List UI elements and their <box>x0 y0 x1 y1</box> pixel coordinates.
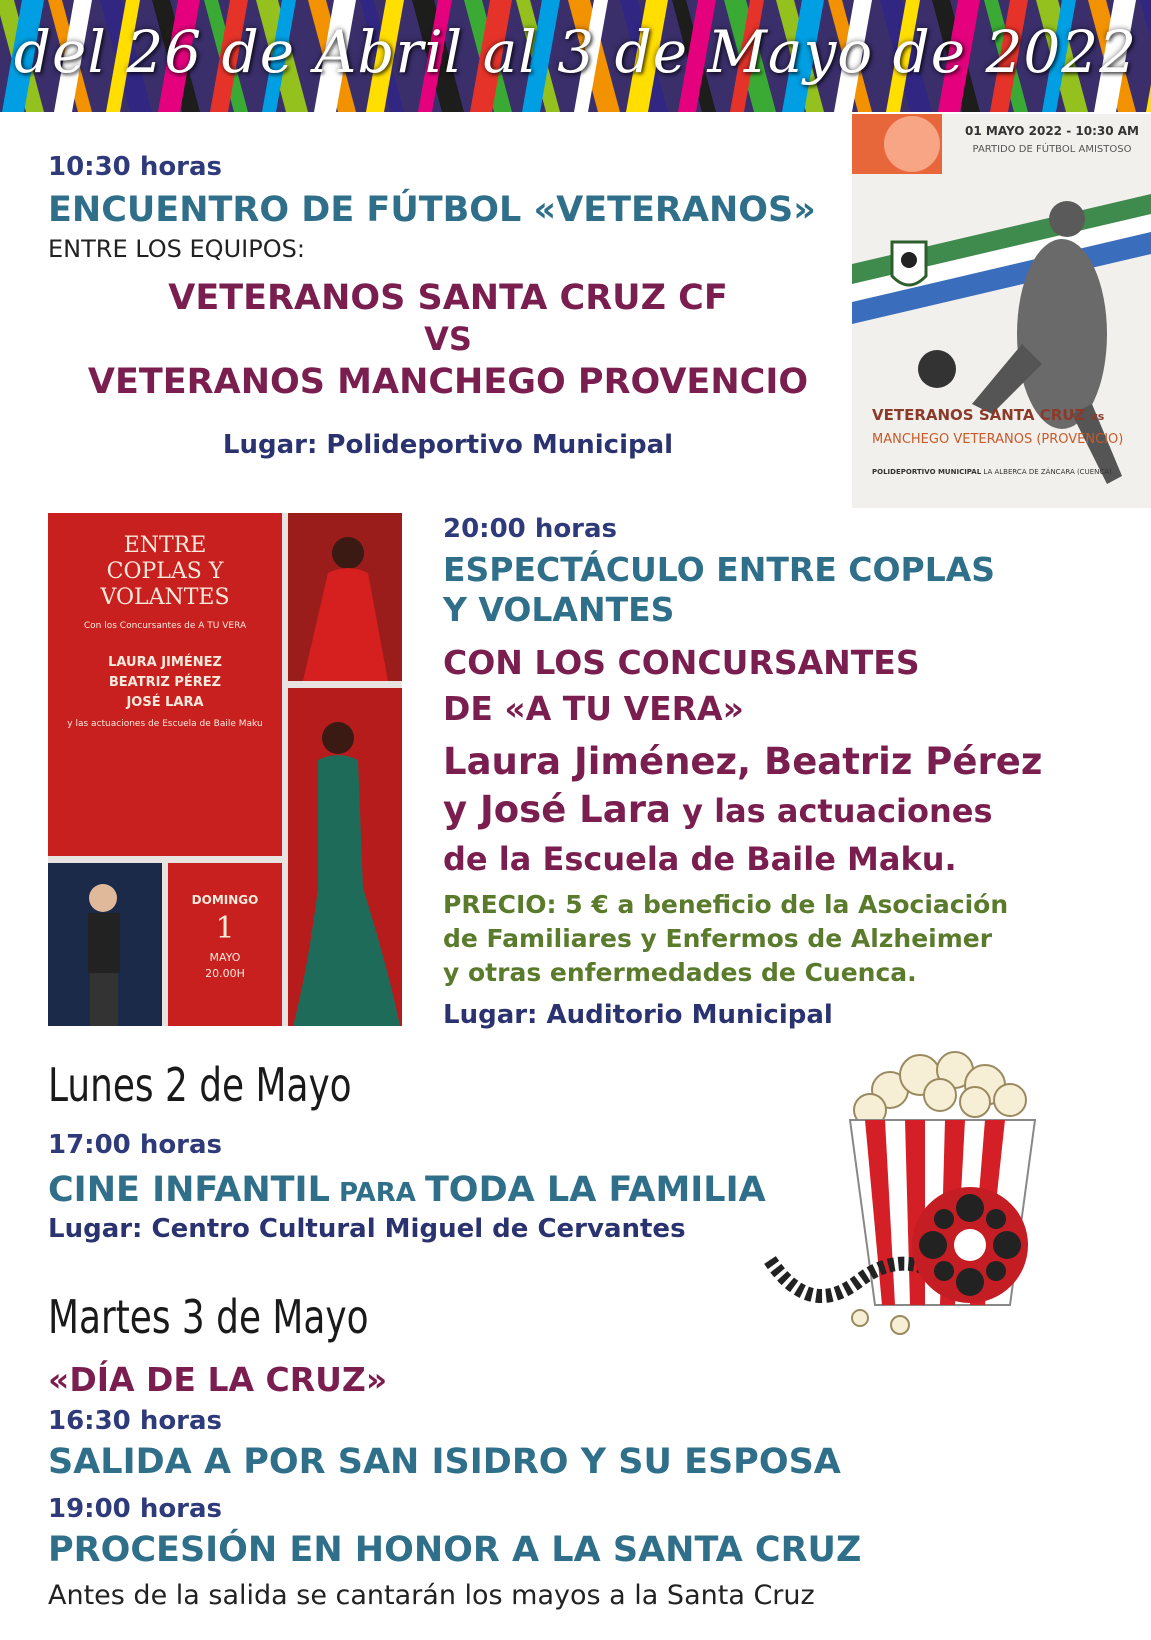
popcorn-illustration <box>750 1040 1090 1340</box>
event-title-line1: ESPECTÁCULO ENTRE COPLAS <box>443 550 996 589</box>
event-guests <box>443 640 920 732</box>
coplas-title-line1: ENTRE <box>123 533 207 558</box>
event-title: CINE INFANTIL PARA TODA LA FAMILIA <box>48 1170 766 1210</box>
event-subtitle: ENTRE LOS EQUIPOS: <box>48 235 305 263</box>
photo-dancer-red <box>288 513 402 681</box>
event-title: PROCESIÓN EN HONOR A LA SANTA CRUZ <box>48 1530 862 1570</box>
event-subtitle: «DÍA DE LA CRUZ» <box>48 1360 388 1399</box>
banner-title: del 26 de Abril al 3 de Mayo de 2022 <box>13 18 1138 86</box>
guests-line2: DE «A TU VERA» <box>443 689 744 728</box>
team-away: VETERANOS MANCHEGO PROVENCIO <box>87 362 809 402</box>
singer-image <box>48 863 162 1026</box>
event-title <box>443 550 995 630</box>
football-illustration <box>852 114 1151 508</box>
event-time: 19:00 horas <box>48 1494 223 1524</box>
event-title: ENCUENTRO DE FÚTBOL «VETERANOS» <box>48 190 816 230</box>
poster-date: 01 MAYO 2022 - 10:30 AM <box>965 124 1139 138</box>
coplas-names <box>48 653 282 713</box>
coplas-poster <box>48 513 402 1026</box>
performers-line2: y José Lara y las actuaciones <box>443 788 993 831</box>
football-poster <box>852 114 1151 508</box>
photo-dancer-green <box>288 688 402 1026</box>
coplas-name: BEATRIZ PÉREZ <box>108 675 222 690</box>
dancer-red-image <box>288 513 402 681</box>
event-time: 16:30 horas <box>48 1406 223 1436</box>
poster-venue: POLIDEPORTIVO MUNICIPAL LA ALBERCA DE ZÁNCARA (CUENCA) <box>872 468 1112 476</box>
event-price <box>443 888 1008 990</box>
coplas-name: JOSÉ LARA <box>126 695 204 710</box>
price-line3: y otras enfermedades de Cuenca. <box>443 958 917 987</box>
poster-team1: VETERANOS SANTA CRUZ vs <box>872 406 1105 424</box>
price-line1: PRECIO: 5 € a beneficio de la Asociación <box>443 890 1009 919</box>
performers-line1: Laura Jiménez, Beatriz Pérez <box>443 740 1043 783</box>
day-heading: Martes 3 de Mayo <box>48 1290 369 1344</box>
photo-singer <box>48 863 162 1026</box>
event-place: Lugar: Auditorio Municipal <box>443 1000 833 1030</box>
event-title: SALIDA A POR SAN ISIDRO Y SU ESPOSA <box>48 1442 841 1482</box>
coplas-hour: 20.00H <box>205 967 245 980</box>
poster-type: PARTIDO DE FÚTBOL AMISTOSO <box>972 144 1132 155</box>
event-note: Antes de la salida se cantarán los mayos a la Santa Cruz <box>48 1580 815 1611</box>
team-home: VETERANOS SANTA CRUZ CF <box>168 278 728 318</box>
coplas-date: 1 <box>215 911 235 946</box>
versus-label: VS <box>424 320 472 358</box>
price-line2: de Familiares y Enfermos de Alzheimer <box>443 924 993 953</box>
coplas-extra: y las actuaciones de Escuela de Baile Maku <box>67 719 263 729</box>
coplas-title-line3: VOLANTES <box>100 585 230 610</box>
coplas-title <box>48 533 282 611</box>
guests-line1: CON LOS CONCURSANTES <box>443 643 920 682</box>
coplas-name: LAURA JIMÉNEZ <box>108 655 222 670</box>
dancer-green-image <box>288 688 402 1026</box>
event-title-line2: Y VOLANTES <box>443 590 675 629</box>
coplas-month: MAYO <box>209 951 241 964</box>
event-time: 10:30 horas <box>48 152 223 182</box>
poster-team2: MANCHEGO VETERANOS (PROVENCIO) <box>872 432 1124 447</box>
event-time: 17:00 horas <box>48 1130 223 1160</box>
coplas-subtitle: Con los Concursantes de A TU VERA <box>83 621 247 631</box>
event-time: 20:00 horas <box>443 514 618 544</box>
performers-line3: de la Escuela de Baile Maku. <box>443 840 957 878</box>
popcorn-film-icon <box>750 1040 1090 1340</box>
day-heading: Lunes 2 de Mayo <box>48 1058 352 1112</box>
event-place: Lugar: Centro Cultural Miguel de Cervantes <box>48 1214 686 1244</box>
coplas-day: DOMINGO <box>191 893 259 907</box>
performers <box>443 738 1042 883</box>
event-place: Lugar: Polideportivo Municipal <box>222 430 674 460</box>
coplas-title-line2: COPLAS Y <box>106 559 224 584</box>
